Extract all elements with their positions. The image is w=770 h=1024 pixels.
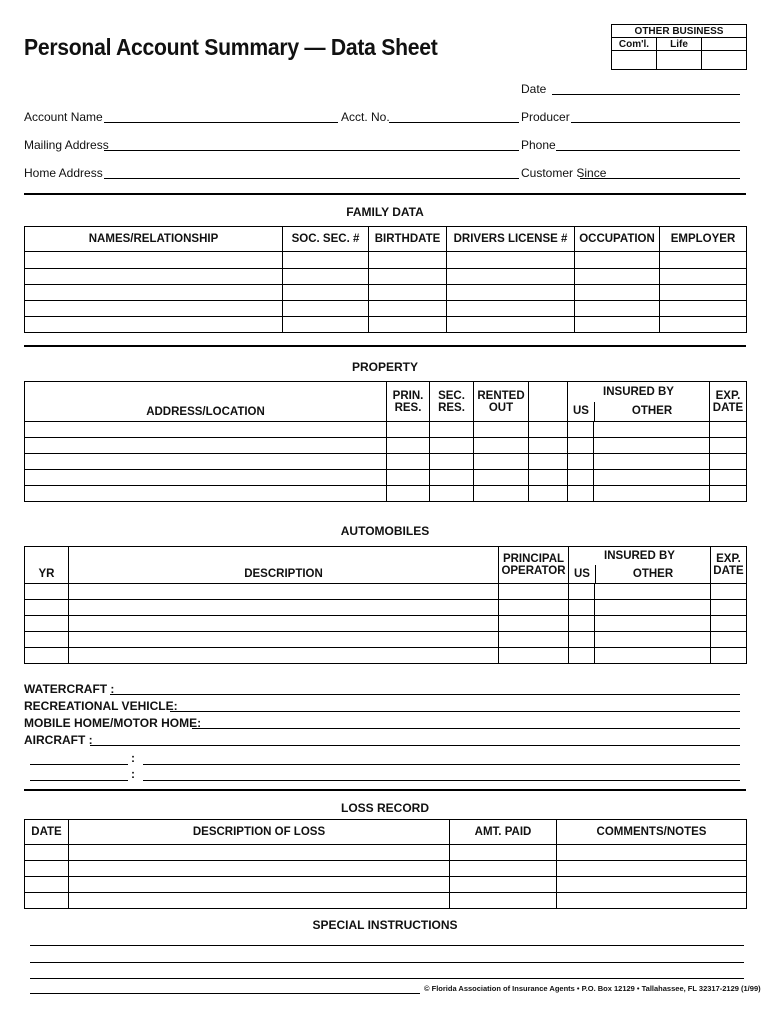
- watercraft-label: WATERCRAFT :: [24, 682, 115, 696]
- table-cell[interactable]: [283, 285, 369, 301]
- other-business-box: [611, 24, 747, 70]
- table-cell[interactable]: [575, 269, 660, 285]
- column-header-line: EXP.: [716, 553, 741, 565]
- table-row: [25, 616, 747, 632]
- table-cell[interactable]: [529, 454, 568, 470]
- table-cell[interactable]: [69, 861, 450, 877]
- table-cell[interactable]: [557, 845, 747, 861]
- column-header: [499, 547, 569, 584]
- table-cell[interactable]: [25, 454, 387, 470]
- table-cell[interactable]: [557, 877, 747, 893]
- table-cell[interactable]: [474, 422, 529, 438]
- table-cell[interactable]: [575, 301, 660, 317]
- producer-label: Producer: [521, 110, 570, 124]
- table-cell[interactable]: [25, 486, 387, 502]
- column-header: DESCRIPTION OF LOSS: [69, 820, 450, 845]
- column-header: YR: [25, 547, 69, 584]
- column-header: ADDRESS/LOCATION: [25, 382, 387, 422]
- column-header: [474, 382, 529, 422]
- table-cell[interactable]: [69, 648, 499, 664]
- table-cell[interactable]: [447, 301, 575, 317]
- phone-label: Phone: [521, 138, 556, 152]
- column-header-line: RES.: [438, 401, 465, 414]
- table-row: [25, 285, 747, 301]
- table-cell[interactable]: [499, 616, 569, 632]
- column-header: DATE: [25, 820, 69, 845]
- column-header: NAMES/RELATIONSHIP: [25, 227, 283, 252]
- table-cell[interactable]: [660, 301, 747, 317]
- table-cell[interactable]: [283, 301, 369, 317]
- table-cell[interactable]: [430, 438, 474, 454]
- table-cell[interactable]: [660, 317, 747, 333]
- column-header: SOC. SEC. #: [283, 227, 369, 252]
- table-cell[interactable]: [710, 422, 747, 438]
- table-cell[interactable]: [595, 648, 711, 664]
- table-cell[interactable]: [529, 422, 568, 438]
- table-cell[interactable]: [710, 470, 747, 486]
- column-header: DESCRIPTION: [69, 547, 499, 584]
- aircraft-label: AIRCRAFT :: [24, 733, 93, 747]
- table-cell[interactable]: [660, 285, 747, 301]
- table-cell[interactable]: [447, 317, 575, 333]
- table-cell[interactable]: [711, 648, 747, 664]
- other-business-heading: OTHER BUSINESS: [612, 25, 747, 38]
- insured-by-label: INSURED BY: [604, 550, 675, 562]
- table-cell[interactable]: [499, 600, 569, 616]
- other-vehicle-description-field[interactable]: [143, 780, 740, 781]
- table-cell[interactable]: [283, 252, 369, 269]
- table-cell[interactable]: [447, 285, 575, 301]
- table-cell[interactable]: [387, 486, 430, 502]
- table-cell[interactable]: [25, 600, 69, 616]
- table-cell[interactable]: [25, 861, 69, 877]
- special-instructions-line[interactable]: [30, 945, 744, 946]
- table-cell[interactable]: [711, 632, 747, 648]
- column-header-line: DATE: [713, 565, 744, 577]
- table-cell[interactable]: [430, 454, 474, 470]
- column-header: BIRTHDATE: [369, 227, 447, 252]
- column-header: [710, 382, 747, 422]
- column-header-blank: [529, 382, 568, 422]
- table-cell[interactable]: [387, 470, 430, 486]
- table-cell[interactable]: [69, 877, 450, 893]
- table-cell[interactable]: [474, 438, 529, 454]
- table-cell[interactable]: [594, 454, 710, 470]
- other-business-coml-field[interactable]: [612, 51, 657, 70]
- table-row: [25, 454, 747, 470]
- table-row: [25, 486, 747, 502]
- table-cell[interactable]: [25, 584, 69, 600]
- table-row: [25, 470, 747, 486]
- table-cell[interactable]: [474, 454, 529, 470]
- table-cell[interactable]: [575, 285, 660, 301]
- recreational-vehicle-field[interactable]: [170, 711, 740, 712]
- loss-record-heading: LOSS RECORD: [340, 801, 429, 815]
- recreational-vehicle-label: RECREATIONAL VEHICLE:: [24, 699, 178, 713]
- automobiles-table: [24, 546, 747, 664]
- other-vehicle-description-field[interactable]: [143, 764, 740, 765]
- table-cell[interactable]: [710, 438, 747, 454]
- table-row: [25, 648, 747, 664]
- table-cell[interactable]: [369, 317, 447, 333]
- table-cell[interactable]: [447, 269, 575, 285]
- table-cell[interactable]: [69, 632, 499, 648]
- table-cell[interactable]: [710, 486, 747, 502]
- table-cell[interactable]: [387, 454, 430, 470]
- column-header: [430, 382, 474, 422]
- table-cell[interactable]: [369, 301, 447, 317]
- table-cell[interactable]: [369, 285, 447, 301]
- special-instructions-heading: SPECIAL INSTRUCTIONS: [312, 918, 458, 932]
- loss-record-table: [24, 819, 747, 909]
- table-row: [25, 845, 747, 861]
- table-cell[interactable]: [69, 845, 450, 861]
- table-cell[interactable]: [529, 470, 568, 486]
- table-cell[interactable]: [594, 486, 710, 502]
- other-business-blank-field[interactable]: [702, 51, 747, 70]
- table-row: [25, 252, 747, 269]
- column-header: COMMENTS/NOTES: [557, 820, 747, 845]
- table-row: [25, 317, 747, 333]
- date-field[interactable]: [552, 94, 740, 95]
- table-cell[interactable]: [25, 470, 387, 486]
- table-cell[interactable]: [711, 584, 747, 600]
- other-label: OTHER: [632, 568, 674, 580]
- colon-separator: :: [131, 751, 135, 765]
- column-header: [711, 547, 747, 584]
- table-cell[interactable]: [25, 301, 283, 317]
- column-header: AMT. PAID: [450, 820, 557, 845]
- table-cell[interactable]: [557, 861, 747, 877]
- table-row: [25, 632, 747, 648]
- table-cell[interactable]: [557, 893, 747, 909]
- table-cell[interactable]: [595, 616, 711, 632]
- table-cell[interactable]: [69, 893, 450, 909]
- table-cell[interactable]: [450, 893, 557, 909]
- table-row: [25, 861, 747, 877]
- aircraft-field[interactable]: [90, 745, 740, 746]
- table-cell[interactable]: [569, 648, 595, 664]
- table-cell[interactable]: [25, 269, 283, 285]
- table-cell[interactable]: [387, 438, 430, 454]
- property-heading: PROPERTY: [351, 360, 418, 374]
- table-cell[interactable]: [25, 632, 69, 648]
- table-cell[interactable]: [25, 877, 69, 893]
- table-row: [25, 422, 747, 438]
- table-cell[interactable]: [450, 877, 557, 893]
- table-cell[interactable]: [711, 616, 747, 632]
- table-cell[interactable]: [25, 252, 283, 269]
- table-cell[interactable]: [25, 317, 283, 333]
- column-header-line: RENTED: [477, 389, 525, 402]
- table-cell[interactable]: [594, 438, 710, 454]
- other-business-blank-header: [702, 38, 747, 51]
- table-cell[interactable]: [369, 252, 447, 269]
- table-cell[interactable]: [568, 438, 594, 454]
- other-vehicle-type-field[interactable]: [30, 780, 128, 781]
- table-cell[interactable]: [568, 470, 594, 486]
- customer-since-field[interactable]: [580, 178, 740, 179]
- table-cell[interactable]: [710, 454, 747, 470]
- table-cell[interactable]: [25, 438, 387, 454]
- divider: [24, 345, 746, 347]
- table-cell[interactable]: [499, 584, 569, 600]
- other-vehicle-type-field[interactable]: [30, 764, 128, 765]
- table-cell[interactable]: [569, 600, 595, 616]
- table-cell[interactable]: [25, 845, 69, 861]
- table-row: [25, 269, 747, 285]
- table-cell[interactable]: [430, 486, 474, 502]
- table-cell[interactable]: [499, 632, 569, 648]
- table-cell[interactable]: [575, 317, 660, 333]
- table-cell[interactable]: [25, 285, 283, 301]
- table-cell[interactable]: [474, 486, 529, 502]
- table-cell[interactable]: [474, 470, 529, 486]
- mailing-address-field[interactable]: [104, 150, 519, 151]
- acct-no-field[interactable]: [389, 122, 519, 123]
- table-cell[interactable]: [595, 600, 711, 616]
- column-header-line: PRIN.: [392, 389, 424, 402]
- table-cell[interactable]: [568, 422, 594, 438]
- table-cell[interactable]: [529, 486, 568, 502]
- column-header-line: OPERATOR: [501, 565, 566, 577]
- column-header-line: SEC.: [438, 389, 465, 402]
- mobile-home-field[interactable]: [192, 728, 740, 729]
- column-header: OCCUPATION: [575, 227, 660, 252]
- insured-by-label: INSURED BY: [603, 386, 674, 398]
- column-header-line: PRINCIPAL: [502, 553, 565, 565]
- table-cell[interactable]: [529, 438, 568, 454]
- mobile-home-label: MOBILE HOME/MOTOR HOME:: [24, 716, 202, 730]
- table-row: [25, 584, 747, 600]
- divider: [24, 193, 746, 195]
- table-row: [25, 893, 747, 909]
- table-cell[interactable]: [595, 584, 711, 600]
- home-address-field[interactable]: [104, 178, 519, 179]
- us-label: US: [568, 402, 595, 421]
- table-cell[interactable]: [283, 269, 369, 285]
- insured-by-header: [569, 547, 711, 584]
- special-instructions-line[interactable]: [30, 993, 420, 994]
- table-cell[interactable]: [711, 600, 747, 616]
- footer-copyright: © Florida Association of Insurance Agents • P.O. Box 12129 • Tallahassee, FL 32317-2129 (1/99): [424, 984, 761, 993]
- table-cell[interactable]: [447, 252, 575, 269]
- producer-field[interactable]: [571, 122, 740, 123]
- date-label: Date: [521, 82, 547, 96]
- table-cell[interactable]: [569, 616, 595, 632]
- table-cell[interactable]: [25, 893, 69, 909]
- table-cell[interactable]: [450, 861, 557, 877]
- home-address-label: Home Address: [24, 166, 103, 180]
- us-label: US: [569, 565, 596, 583]
- table-cell[interactable]: [25, 648, 69, 664]
- special-instructions-line[interactable]: [30, 978, 744, 979]
- automobiles-heading: AUTOMOBILES: [340, 524, 430, 538]
- colon-separator: :: [131, 767, 135, 781]
- table-cell[interactable]: [387, 422, 430, 438]
- other-business-life-field[interactable]: [657, 51, 702, 70]
- table-cell[interactable]: [568, 486, 594, 502]
- table-cell[interactable]: [568, 454, 594, 470]
- column-header: DRIVERS LICENSE #: [447, 227, 575, 252]
- property-table: [24, 381, 747, 502]
- phone-field[interactable]: [556, 150, 740, 151]
- table-cell[interactable]: [69, 584, 499, 600]
- table-row: [25, 600, 747, 616]
- column-header-line: EXP.: [715, 389, 741, 402]
- table-cell[interactable]: [499, 648, 569, 664]
- column-header-line: RES.: [394, 401, 422, 414]
- family-data-table: [24, 226, 747, 333]
- special-instructions-line[interactable]: [30, 962, 744, 963]
- table-row: [25, 877, 747, 893]
- table-cell[interactable]: [25, 616, 69, 632]
- table-cell[interactable]: [69, 600, 499, 616]
- table-row: [25, 438, 747, 454]
- column-header: EMPLOYER: [660, 227, 747, 252]
- table-cell[interactable]: [450, 845, 557, 861]
- other-business-life-label: Life: [657, 38, 702, 51]
- mailing-address-label: Mailing Address: [24, 138, 109, 152]
- table-cell[interactable]: [660, 252, 747, 269]
- acct-no-label: Acct. No.: [341, 110, 390, 124]
- table-cell[interactable]: [69, 616, 499, 632]
- other-label: OTHER: [631, 405, 673, 417]
- table-cell[interactable]: [430, 422, 474, 438]
- table-cell[interactable]: [283, 317, 369, 333]
- insured-by-header: [568, 382, 710, 422]
- other-business-coml-label: Com'l.: [612, 38, 657, 51]
- family-data-heading: FAMILY DATA: [346, 205, 424, 219]
- table-cell[interactable]: [25, 422, 387, 438]
- page-title: Personal Account Summary — Data Sheet: [24, 34, 438, 60]
- column-header-line: OUT: [488, 401, 514, 414]
- divider: [24, 789, 746, 791]
- table-cell[interactable]: [594, 422, 710, 438]
- column-header-line: DATE: [712, 401, 744, 414]
- table-cell[interactable]: [575, 252, 660, 269]
- table-cell[interactable]: [569, 632, 595, 648]
- table-cell[interactable]: [660, 269, 747, 285]
- table-cell[interactable]: [430, 470, 474, 486]
- watercraft-field[interactable]: [110, 694, 740, 695]
- table-cell[interactable]: [369, 269, 447, 285]
- column-header: [387, 382, 430, 422]
- table-cell[interactable]: [569, 584, 595, 600]
- account-name-label: Account Name: [24, 110, 103, 124]
- account-name-field[interactable]: [104, 122, 338, 123]
- table-row: [25, 301, 747, 317]
- customer-since-label: Customer Since: [521, 166, 607, 180]
- table-cell[interactable]: [594, 470, 710, 486]
- table-cell[interactable]: [595, 632, 711, 648]
